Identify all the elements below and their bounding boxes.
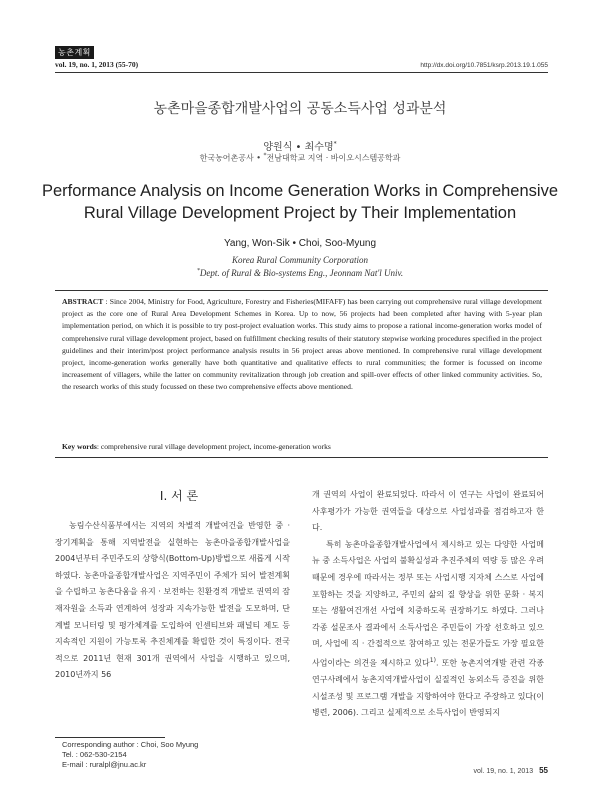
korean-authors: 양원식 • 최수명* [263,140,337,153]
corresponding-author: Corresponding author : Choi, Soo Myung [62,740,199,749]
korean-affiliation: 한국농어촌공사 • *전남대학교 지역 · 바이오시스템공학과 [199,152,401,163]
abstract [62,296,542,394]
body-paragraph: 개 권역의 사업이 완료되었다. 따라서 이 연구는 사업이 완료되어 사후평가가 가능한 권역들을 대상으로 사업성과를 점검하고자 한다. [312,490,544,533]
footnote-ref: 1) [429,656,436,664]
footer-volume: vol. 19, no. 1, 2013 [473,768,534,775]
section-heading-introduction: Ⅰ. 서 론 [159,489,199,503]
body-paragraph: 농림수산식품부에서는 지역의 차별적 개발여건을 반영한 중 · 장기계획을 통해 지역발전을 실현하는 농촌마을종합개발사업을 2004년부터 주민주도의 상향식(Bottom-Up)방법으로 새롭게 시작하였다. 농촌마을종합개발사업은 지역주민이 주체가 되어 발전계획을 수립하고 농촌다움을 유지 · 보전하는 친환경적 개발로 권역의 잠재자원을 소득과 연계하여 성장과 지속가능한 발전을 도모하며, 단계별 모니터링 및 평가체계를 도입하여 인센티브와 패널티 제도 등 지속적인 지원이 가능토록 추진체계를 확립한 것이 특징이다. 전국적으로 2011년 현재 301개 권역에서 사업을 시행하고 있으며, 2010년까지 56 [55,521,290,680]
abstract-bottom-divider [55,457,548,458]
page-footer [474,766,548,775]
english-title: Performance Analysis on Income Generation Works in Comprehensive Rural Village Development Project by Their Implementation [41,182,559,222]
keywords [62,442,542,451]
corresponding-tel: Tel. : 062-530-2154 [62,750,127,759]
english-affiliation-2: *Dept. of Rural & Bio-systems Eng., Jeonnam Nat'l Univ. [196,268,404,278]
abstract-text: : Since 2004, Ministry for Food, Agriculture, Forestry and Fisheries(MIFAFF) has been carrying out comprehensive rural village development project as the core one of Rural Area Development Schemes in Korea. Up to now, 56 projects had been completed after having with 5-year plan implementation period, on which it is possible to try post-project evaluation works. This study aims to propose a rational income-generation works model of comprehensive rural village development project, based on fulfillment checking results of their statutory stepwise working procedures specified in the project guidelines and their interim/post project performance analysis results in 56 project areas above mentioned. In comprehensive rural village development project, income-generation works generally have both quantitative and qualitative effects to rural communities; the former is focussed on income increasement of villagers, while the latter on community revitalization through job creation and spill-over effects of other linked community activities. So, the research works of this study focussed on these two comprehensive effects above mentioned. [62,297,542,392]
body-column-right [312,487,544,722]
english-affiliation-1: Korea Rural Community Corporation [232,255,368,265]
abstract-top-divider [55,290,548,291]
journal-badge: 농촌계획 [55,46,94,59]
page-number: 55 [539,766,548,775]
corresponding-email[interactable]: E-mail : ruralpl@jnu.ac.kr [62,760,147,769]
korean-title: 농촌마을종합개발사업의 공동소득사업 성과분석 [153,101,447,117]
body-paragraph: 특히 농촌마을종합개발사업에서 제시하고 있는 다양한 사업메뉴 중 소득사업은 사업의 불확실성과 추진주체의 역량 등 많은 우려 때문에 경우에 따라서는 정부 또는 사업시행 지자체 스스로 사업에 포함하는 것을 지양하고, 주민의 삶의 질 향상을 위한 문화 · 복지 또는 생활여건개선 사업에 치중하도록 권장하기도 하였다. 그러나 각종 설문조사 결과에서 소득사업은 주민들이 가장 선호하고 있으며, 사업에 직 · 간접적으로 참여하고 있는 전문가들도 가장 필요한 사업이라는 의견을 제시하고 있다$^{1)}$. 또한 농촌지역개발 관련 각종 연구사례에서 농촌지역개발사업이 실질적인 농외소득 증진을 위한 시설조성 및 프로그램 개발을 지향하여야 한다고 주장하고 있다(이병련, 2006). 그리고 실제적으로 소득사업이 반영되지 [312,539,545,718]
header-divider [55,72,548,73]
english-authors: Yang, Won-Sik • Choi, Soo-Myung [223,238,377,249]
body-column-left [55,518,290,684]
volume-line: vol. 19, no. 1, 2013 (55-70) [55,60,139,69]
keywords-text: : comprehensive rural village development project, income-generation works [96,442,331,451]
doi-link[interactable]: http://dx.doi.org/10.7851/ksrp.2013.19.1.055 [420,62,548,69]
abstract-label: ABSTRACT [62,297,104,306]
footnote-divider [55,737,165,738]
correspondence-block [62,740,198,770]
keywords-label: Key words [62,442,97,451]
